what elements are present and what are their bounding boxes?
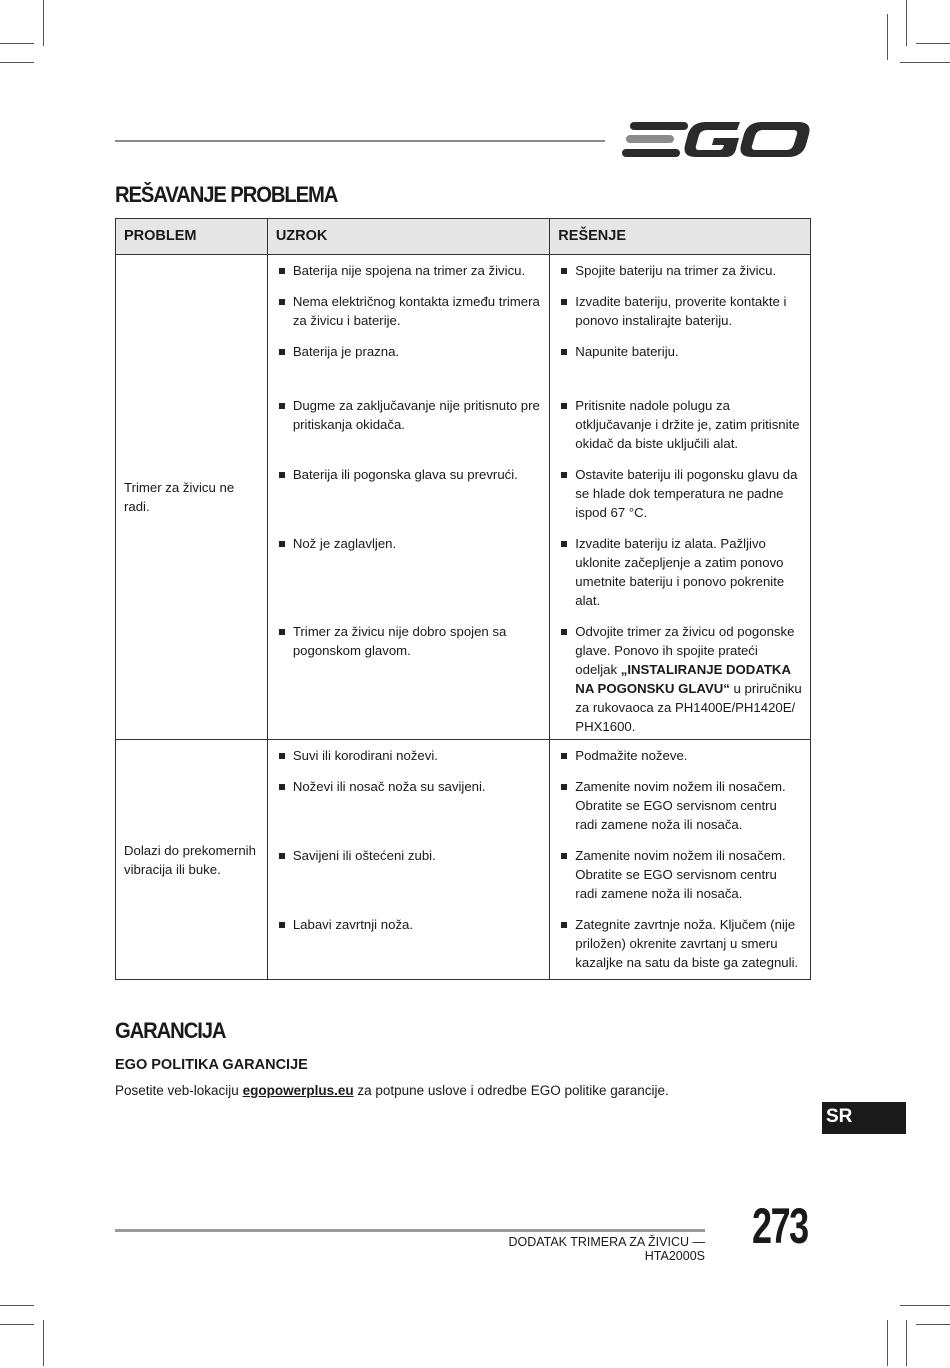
bullet-icon <box>561 403 567 409</box>
solution-text <box>575 624 801 734</box>
solution-text-bold: „INSTALIRANJE DODATKA NA POGONSKU GLAVU“ <box>575 662 791 696</box>
solution-text: Podmažite noževe. <box>575 748 688 763</box>
page-number: 273 <box>752 1198 808 1254</box>
bullet-icon <box>561 753 567 759</box>
bullet-icon <box>561 541 567 547</box>
problem-cell <box>116 255 268 740</box>
solution-text: Pritisnite nadole polugu za otključavanje i držite je, zatim pritisnite okidač da biste uključili alat. <box>575 398 800 451</box>
bullet-icon <box>279 268 285 274</box>
table-row <box>116 255 811 740</box>
cause-text: Nema električnog kontakta između trimera za živicu i baterije. <box>292 294 540 328</box>
troubleshooting-table <box>115 218 811 980</box>
solution-text: Napunite bateriju. <box>575 344 679 359</box>
warranty-link[interactable]: egopowerplus.eu <box>242 1083 354 1098</box>
bullet-icon <box>561 629 567 635</box>
bullet-icon <box>561 922 567 928</box>
header-rule <box>115 140 605 142</box>
list-item <box>268 915 549 977</box>
footer-rule <box>115 1229 705 1232</box>
solution-text-part: Odvojite trimer za živicu od pogonske glave. Ponovo ih spojite prateći odeljak <box>575 624 795 677</box>
problem-text: Dolazi do prekomernih vibracija ili buke. <box>124 842 256 877</box>
cause-cell <box>267 255 549 740</box>
solution-text: Zamenite novim nožem ili nosačem. Obratite se EGO servisnom centru radi zamene noža ili nosača. <box>575 779 786 832</box>
bullet-icon <box>279 853 285 859</box>
bullet-icon <box>561 784 567 790</box>
crop-mark <box>916 43 950 44</box>
footer-text: DODATAK TRIMERA ZA ŽIVICU — HTA2000S <box>508 1235 705 1263</box>
list-item <box>550 622 810 734</box>
list-item <box>268 465 549 534</box>
column-header-problem: PROBLEM <box>116 219 268 255</box>
solution-text: Ostavite bateriju ili pogonsku glavu da se hlade dok temperatura ne padne ispod 67 °C. <box>575 467 798 520</box>
cause-text: Trimer za živicu nije dobro spojen sa pogonskom glavom. <box>292 624 507 658</box>
list-item <box>550 342 810 396</box>
crop-mark <box>887 1320 888 1366</box>
list-item <box>550 292 810 342</box>
crop-mark <box>916 1324 950 1325</box>
solution-text: Izvadite bateriju iz alata. Pažljivo uklonite začepljenje a zatim ponovo umetnite bateriju i ponovo pokrenite alat. <box>575 536 785 608</box>
cause-text: Baterija nije spojena na trimer za živicu. <box>292 263 526 278</box>
cause-text: Labavi zavrtnji noža. <box>292 917 414 932</box>
list-item <box>268 261 549 292</box>
solution-text: Zategnite zavrtnje noža. Ključem (nije priložen) okrenite zavrtanj u smeru kazaljke na satu da biste ga zategnuli. <box>575 917 799 970</box>
ego-logo <box>622 119 812 161</box>
cause-cell <box>267 740 549 980</box>
list-item <box>550 465 810 534</box>
crop-mark <box>43 0 44 46</box>
list-item <box>268 534 549 622</box>
list-item <box>268 396 549 465</box>
list-item <box>550 915 810 977</box>
list-item <box>550 746 810 777</box>
list-item <box>268 622 549 728</box>
bullet-icon <box>279 922 285 928</box>
list-item <box>550 534 810 622</box>
crop-mark <box>900 1305 950 1306</box>
list-item <box>550 396 810 465</box>
solution-text: Zamenite novim nožem ili nosačem. Obratite se EGO servisnom centru radi zamene noža ili nosača. <box>575 848 786 901</box>
bullet-icon <box>561 853 567 859</box>
list-item <box>550 261 810 292</box>
bullet-icon <box>561 472 567 478</box>
crop-mark <box>906 0 907 46</box>
crop-mark <box>43 1320 44 1366</box>
bullet-icon <box>279 753 285 759</box>
problem-cell <box>116 740 268 980</box>
cause-text: Baterija ili pogonska glava su prevrući. <box>292 467 518 482</box>
bullet-icon <box>561 299 567 305</box>
bullet-icon <box>279 403 285 409</box>
bullet-icon <box>561 268 567 274</box>
cause-text: Baterija je prazna. <box>292 344 400 359</box>
list-item <box>268 777 549 846</box>
list-item <box>268 292 549 342</box>
list-item <box>268 846 549 915</box>
solution-text-part: u priručniku za rukovaoca za PH1400E/PH1420E/ PHX1600. <box>575 681 802 734</box>
bullet-icon <box>279 472 285 478</box>
problem-text: Trimer za živicu ne radi. <box>124 480 235 514</box>
bullet-icon <box>279 784 285 790</box>
cause-text: Savijeni ili oštećeni zubi. <box>292 848 436 863</box>
crop-mark <box>0 1324 34 1325</box>
list-item <box>268 746 549 777</box>
crop-mark <box>887 14 888 60</box>
language-tab: SR <box>822 1102 906 1134</box>
solution-text: Izvadite bateriju, proverite kontakte i ponovo instalirajte bateriju. <box>575 294 787 328</box>
warranty-subtitle: EGO POLITIKA GARANCIJE <box>115 1057 308 1073</box>
list-item <box>268 342 549 396</box>
list-item <box>550 846 810 915</box>
solution-cell <box>550 740 811 980</box>
table-row <box>116 740 811 980</box>
column-header-cause: UZROK <box>267 219 549 255</box>
solution-text: Spojite bateriju na trimer za živicu. <box>575 263 777 278</box>
crop-mark <box>0 62 34 63</box>
column-header-solution: REŠENJE <box>550 219 811 255</box>
bullet-icon <box>279 541 285 547</box>
warranty-text-part: Posetite veb-lokaciju <box>115 1083 243 1098</box>
bullet-icon <box>279 349 285 355</box>
section-title-warranty: GARANCIJA <box>115 1018 226 1043</box>
crop-mark <box>0 1305 34 1306</box>
bullet-icon <box>561 349 567 355</box>
cause-text: Dugme za zaključavanje nije pritisnuto pre pritiskanja okidača. <box>292 398 540 432</box>
warranty-text <box>115 1083 669 1098</box>
section-title-troubleshooting: REŠAVANJE PROBLEMA <box>115 182 338 207</box>
crop-mark <box>906 1320 907 1366</box>
table-header-row <box>116 219 811 255</box>
bullet-icon <box>279 629 285 635</box>
crop-mark <box>900 62 950 63</box>
bullet-icon <box>279 299 285 305</box>
cause-text: Nož je zaglavljen. <box>292 536 397 551</box>
list-item <box>550 777 810 846</box>
cause-text: Noževi ili nosač noža su savijeni. <box>292 779 486 794</box>
cause-text: Suvi ili korodirani noževi. <box>292 748 438 763</box>
solution-cell <box>550 255 811 740</box>
warranty-text-part: za potpune uslove i odredbe EGO politike garancije. <box>353 1083 669 1098</box>
crop-mark <box>0 43 34 44</box>
